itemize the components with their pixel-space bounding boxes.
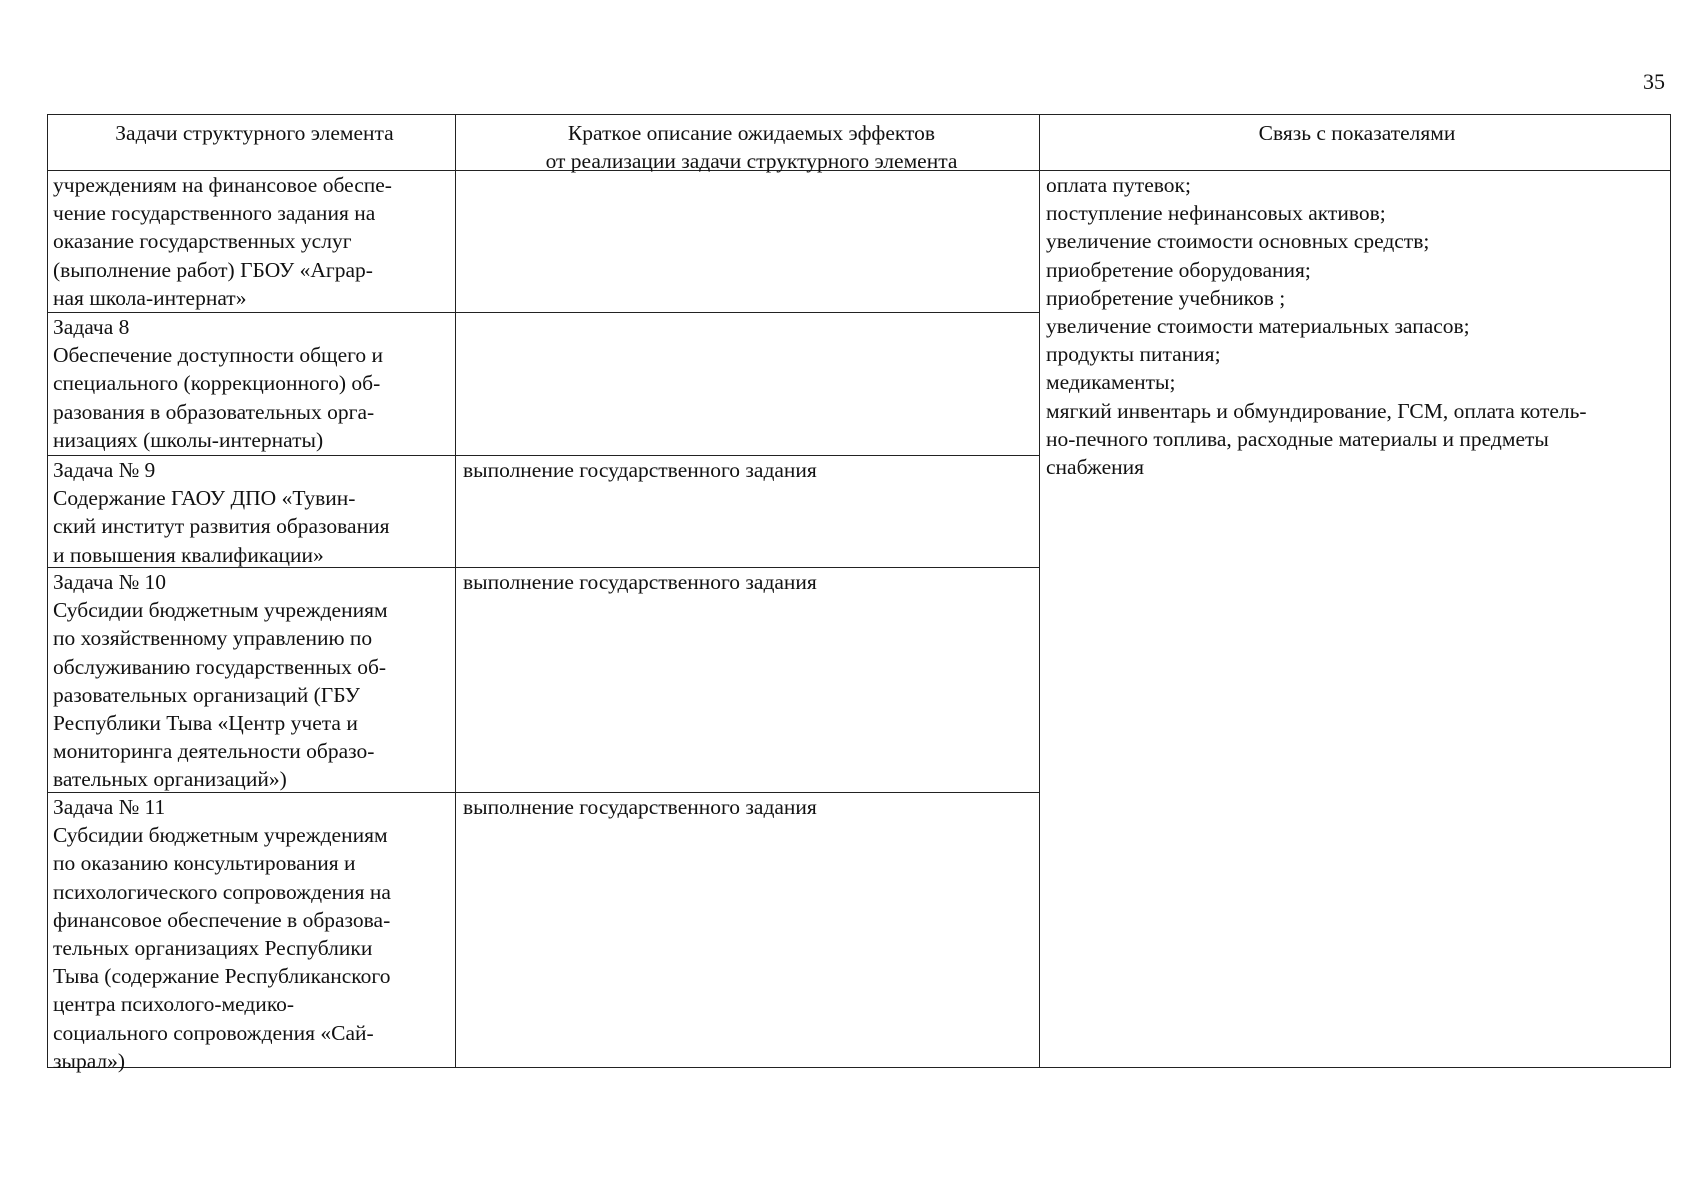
task-cell-1: учреждениям на финансовое обеспе- чение государственного задания на оказание государственных услуг (выполнение работ) ГБОУ «Аграр- ная школа-интернат» (53, 173, 392, 310)
indicators-cell: оплата путевок; поступление нефинансовых активов; увеличение стоимости основных средств; приобретение оборудования; приобретение учебников ; увеличение стоимости материальных запасов; продукты питания; медикаменты; мягкий инвентарь и обмундирование, ГСМ, оплата котель- но-печного топлива, расходные материалы и предметы снабжения (1046, 173, 1587, 480)
task-cell-4: Задача № 10 Субсидии бюджетным учреждениям по хозяйственному управлению по обслуживанию государственных об- разовательных организаций (ГБУ Республики Тыва «Центр учета и мониторинга деятельности образо- вательных организаций») (53, 570, 388, 792)
header-indicators: Связь с показателями (1258, 121, 1456, 145)
task-cell-2: Задача 8 Обеспечение доступности общего и специального (коррекционного) об- разования в образовательных орга- низациях (школы-интернаты) (53, 315, 384, 452)
effect-cell-3: выполнение государственного задания (463, 458, 817, 482)
task-cell-5: Задача № 11 Субсидии бюджетным учреждениям по оказанию консультирования и психологического сопровождения на финансовое обеспечение в образова- тельных организациях Республики Тыва (содержание Республиканского центра психолого-медико- социального сопровождения «Сай- зырал») (53, 795, 391, 1073)
effect-cell-4: выполнение государственного задания (463, 570, 817, 594)
header-effects: Краткое описание ожидаемых эффектов от реализации задачи структурного элемента (545, 121, 958, 174)
effect-cell-5: выполнение государственного задания (463, 795, 817, 819)
indicators-table (47, 114, 1671, 1073)
task-cell-3: Задача № 9 Содержание ГАОУ ДПО «Тувин- ский институт развития образования и повышения квалификации» (53, 458, 390, 567)
header-tasks: Задачи структурного элемента (115, 121, 394, 145)
page-number: 35 (1643, 69, 1665, 94)
